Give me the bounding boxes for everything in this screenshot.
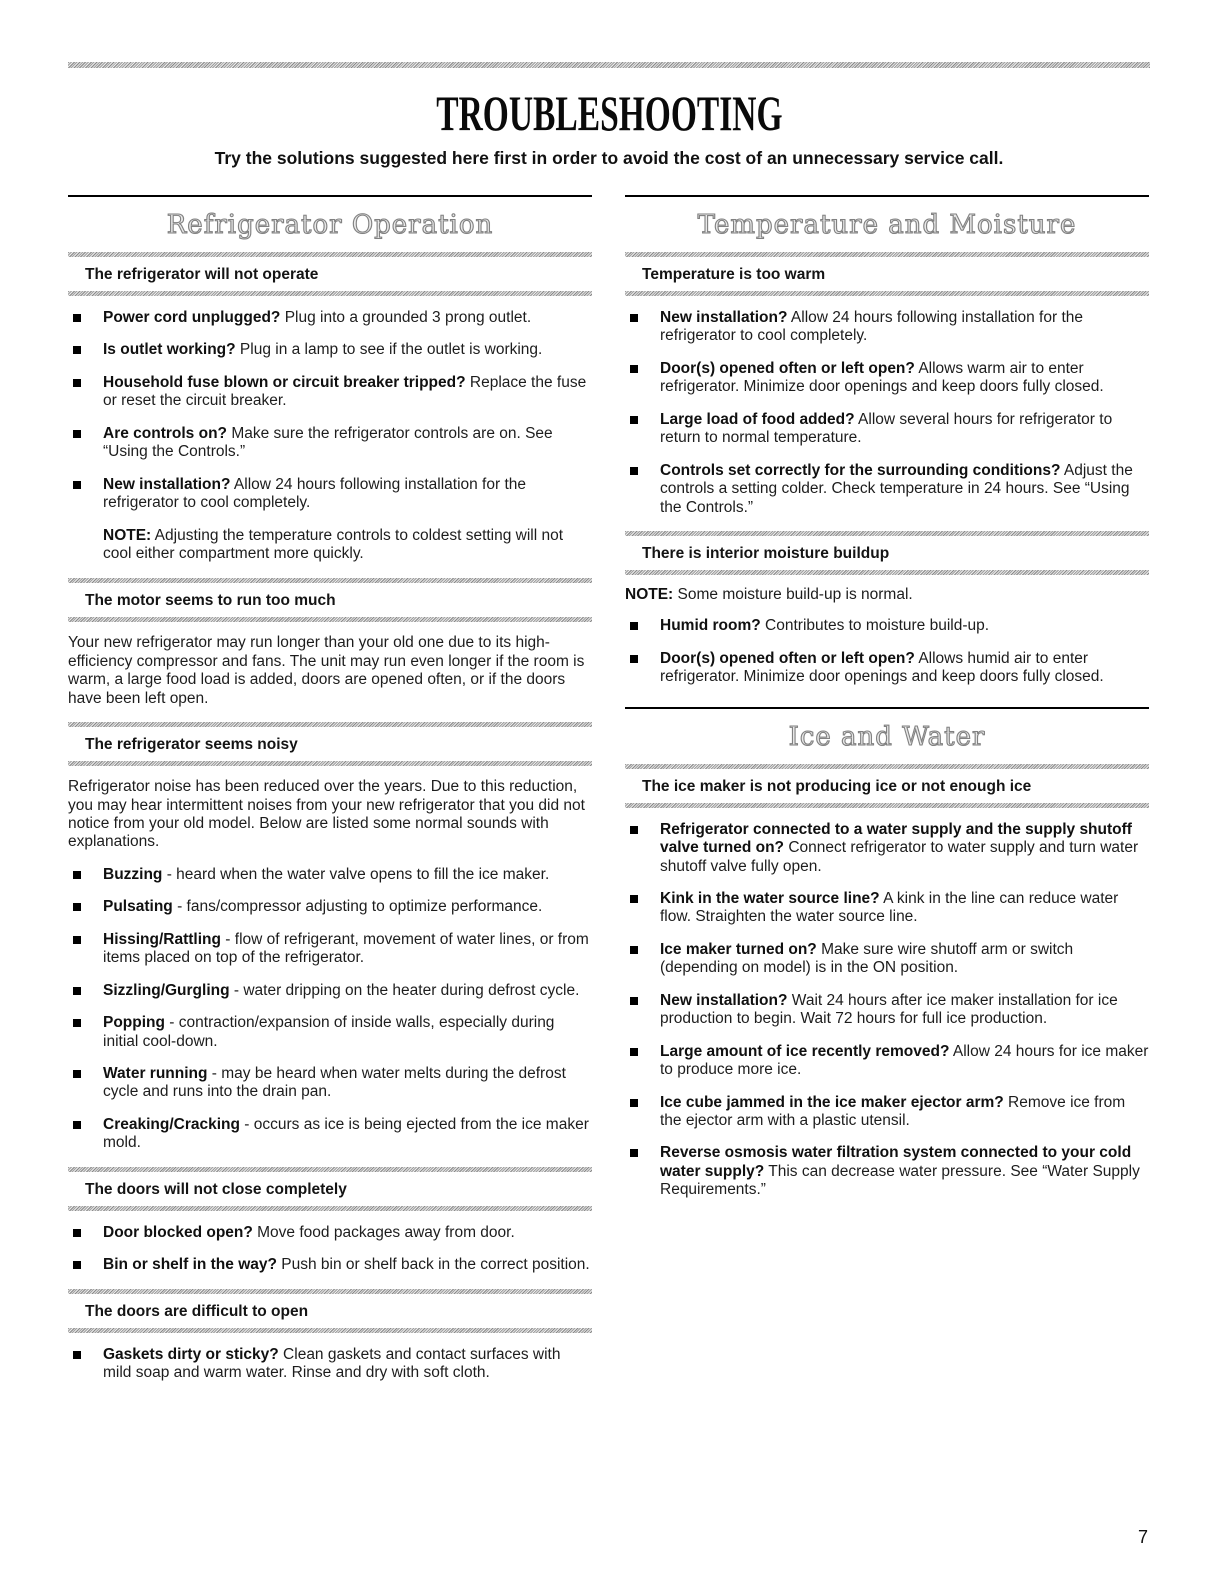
divider: [625, 803, 1149, 808]
page-content: [68, 62, 1150, 1396]
section-head: [68, 1289, 592, 1333]
bullet-text: Reverse osmosis water filtration system connected to your cold water supply? This can decrease water pressure. See “Water Supply Requirements.”: [660, 1144, 1140, 1199]
bullet-text: Refrigerator connected to a water supply and the supply shutoff valve turned on? Connect refrigerator to water supply and turn water shutoff valve fully open.: [660, 820, 1139, 875]
bullet-square-icon: [73, 481, 81, 489]
bullet-square-icon: [73, 1121, 81, 1129]
section-doors-will-not-close: [68, 1167, 592, 1275]
bullet-item: [68, 1116, 592, 1153]
bullet-square-icon: [630, 895, 638, 903]
bullet-item: [68, 1014, 592, 1051]
bullet-text: Is outlet working? Plug in a lamp to see if the outlet is working.: [103, 341, 543, 359]
divider: [68, 1206, 592, 1211]
note-label: NOTE:: [625, 585, 674, 603]
section-head: [68, 1167, 592, 1211]
bullet-item: [68, 898, 592, 916]
bullet-text: Large amount of ice recently removed? Allow 24 hours for ice maker to produce more ice.: [660, 1042, 1149, 1079]
bullet-text: Water running - may be heard when water melts during the defrost cycle and runs into the drain pan.: [103, 1064, 566, 1101]
bullet-text: New installation? Wait 24 hours after ice maker installation for ice production to begin. Wait 72 hours for full ice production.: [660, 991, 1118, 1028]
section-refrigerator-will-not-operate: [68, 252, 592, 563]
bullet-square-icon: [630, 467, 638, 475]
divider: [68, 195, 592, 197]
bullet-square-icon: [73, 1070, 81, 1078]
group-refrigerator-operation: [68, 195, 592, 1382]
section-refrigerator-seems-noisy: [68, 722, 592, 1153]
bullet-item: [68, 341, 592, 359]
bullet-list: [625, 821, 1149, 1200]
section-doors-difficult-to-open: [68, 1289, 592, 1383]
section-paragraph: Your new refrigerator may run longer than your old one due to its high-efficiency compressor and fans. The unit may run even longer if the room is warm, a large food load is added, doors are opened often, or if the doors have been left open.: [68, 634, 585, 707]
bullet-square-icon: [73, 1351, 81, 1359]
bullet-square-icon: [73, 379, 81, 387]
bullet-item: [625, 1094, 1149, 1131]
bullet-item: [68, 1065, 592, 1102]
section-title: The doors will not close completely: [85, 1180, 347, 1198]
bullet-item: [625, 462, 1149, 517]
bullet-item: [625, 650, 1149, 687]
bullet-square-icon: [73, 987, 81, 995]
bullet-item: [68, 476, 592, 513]
bullet-text: Hissing/Rattling - flow of refrigerant, movement of water lines, or from items placed on top of the refrigerator.: [103, 930, 589, 967]
page-number: 7: [1137, 1527, 1148, 1547]
section-head: [625, 531, 1149, 575]
bullet-item: [68, 374, 592, 411]
bullet-text: Pulsating - fans/compressor adjusting to optimize performance.: [103, 898, 543, 916]
divider: [625, 195, 1149, 197]
top-divider: [68, 62, 1150, 68]
section-title: The refrigerator will not operate: [85, 266, 319, 283]
bullet-text: Door(s) opened often or left open? Allows humid air to enter refrigerator. Minimize door openings and keep doors fully closed.: [660, 649, 1104, 686]
bullet-text: Gaskets dirty or sticky? Clean gaskets and contact surfaces with mild soap and warm water. Rinse and dry with soft cloth.: [103, 1345, 561, 1381]
section-title: The ice maker is not producing ice or not enough ice: [642, 777, 1032, 795]
bullet-item: [68, 1346, 592, 1383]
section-head: [625, 252, 1149, 296]
group-title: Temperature and Moisture: [697, 210, 1077, 240]
bullet-item: [625, 617, 1149, 635]
bullet-item: [68, 1224, 592, 1242]
bullet-item: [625, 360, 1149, 397]
bullet-text: Large load of food added? Allow several hours for refrigerator to return to normal temperature.: [660, 410, 1113, 447]
bullet-square-icon: [73, 936, 81, 944]
bullet-item: [625, 890, 1149, 927]
bullet-text: New installation? Allow 24 hours following installation for the refrigerator to cool completely.: [103, 475, 526, 512]
bullet-square-icon: [630, 997, 638, 1005]
bullet-item: [625, 1144, 1149, 1199]
bullet-text: Ice maker turned on? Make sure wire shutoff arm or switch (depending on model) is in the ON position.: [660, 940, 1074, 977]
section-temperature-too-warm: [625, 252, 1149, 517]
bullet-text: Humid room? Contributes to moisture build-up.: [660, 617, 990, 635]
note-text: Adjusting the temperature controls to coldest setting will not cool either compartment more quickly.: [103, 526, 564, 562]
bullet-text: Ice cube jammed in the ice maker ejector arm? Remove ice from the ejector arm with a plastic utensil.: [660, 1093, 1126, 1129]
bullet-text: New installation? Allow 24 hours following installation for the refrigerator to cool completely.: [660, 309, 1083, 345]
group-title: Refrigerator Operation: [166, 210, 494, 240]
bullet-square-icon: [630, 365, 638, 373]
section-motor-runs-too-much: [68, 578, 592, 708]
bullet-text: Power cord unplugged? Plug into a grounded 3 prong outlet.: [103, 309, 532, 326]
bullet-text: Kink in the water source line? A kink in the line can reduce water flow. Straighten the water source line.: [660, 890, 1119, 926]
column-right: [625, 195, 1149, 1214]
section-head: [68, 722, 592, 766]
bullet-square-icon: [630, 622, 638, 630]
bullet-square-icon: [630, 1048, 638, 1056]
section-head: [68, 578, 592, 622]
divider: [625, 291, 1149, 296]
divider: [68, 1328, 592, 1333]
bullet-square-icon: [73, 1019, 81, 1027]
bullet-item: [625, 821, 1149, 876]
column-left: [68, 195, 592, 1396]
bullet-text: Door blocked open? Move food packages away from door.: [103, 1223, 515, 1241]
bullet-item: [68, 982, 592, 1000]
bullet-text: Popping - contraction/expansion of inside walls, especially during initial cool-down.: [103, 1014, 555, 1050]
section-title: Temperature is too warm: [642, 266, 826, 283]
bullet-text: Household fuse blown or circuit breaker tripped? Replace the fuse or reset the circuit breaker.: [103, 373, 587, 410]
bullet-square-icon: [630, 655, 638, 663]
bullet-text: Bin or shelf in the way? Push bin or shelf back in the correct position.: [103, 1256, 590, 1274]
bullet-item: [68, 1256, 592, 1274]
divider: [68, 761, 592, 766]
note-text: Some moisture build-up is normal.: [673, 585, 913, 603]
bullet-item: [68, 866, 592, 884]
bullet-item: [68, 425, 592, 462]
bullet-text: Controls set correctly for the surrounding conditions? Adjust the controls a setting colder. Check temperature in 24 hours. See “Using the Controls.”: [660, 461, 1133, 516]
group-title: Ice and Water: [788, 721, 986, 752]
bullet-square-icon: [630, 314, 638, 322]
page-subtitle: Try the solutions suggested here first in order to avoid the cost of an unnecessary service call.: [214, 148, 1004, 168]
bullet-square-icon: [73, 430, 81, 438]
group-temperature-and-moisture: [625, 195, 1149, 687]
bullet-square-icon: [630, 416, 638, 424]
bullet-item: [625, 992, 1149, 1029]
bullet-square-icon: [630, 946, 638, 954]
bullet-text: Buzzing - heard when the water valve opens to fill the ice maker.: [103, 865, 550, 883]
two-column-layout: [68, 195, 1150, 1396]
bullet-list: [625, 309, 1149, 517]
section-title: There is interior moisture buildup: [642, 544, 890, 562]
bullet-square-icon: [73, 346, 81, 354]
bullet-list: [625, 617, 1149, 686]
group-ice-and-water: [625, 707, 1149, 1200]
page-header: [68, 82, 1150, 169]
divider: [625, 707, 1149, 709]
bullet-square-icon: [630, 1099, 638, 1107]
bullet-item: [68, 931, 592, 968]
bullet-list: [68, 1346, 592, 1383]
bullet-list: [68, 1224, 592, 1275]
bullet-square-icon: [73, 1261, 81, 1269]
bullet-item: [68, 309, 592, 327]
bullet-square-icon: [73, 1229, 81, 1237]
page-title: TROUBLESHOOTING: [435, 85, 783, 141]
note-label: NOTE:: [103, 526, 152, 544]
divider: [625, 570, 1149, 575]
bullet-item: [625, 941, 1149, 978]
bullet-square-icon: [73, 903, 81, 911]
bullet-list: [68, 866, 592, 1153]
bullet-item: [625, 309, 1149, 346]
bullet-square-icon: [630, 1149, 638, 1157]
note: [103, 527, 592, 564]
note: [625, 586, 1149, 604]
section-head: [68, 252, 592, 296]
divider: [68, 291, 592, 296]
section-interior-moisture-buildup: [625, 531, 1149, 687]
section-head: [625, 764, 1149, 808]
section-title: The refrigerator seems noisy: [85, 736, 298, 754]
section-ice-maker-not-producing: [625, 764, 1149, 1200]
bullet-text: Creaking/Cracking - occurs as ice is being ejected from the ice maker mold.: [103, 1115, 589, 1152]
bullet-list: [68, 309, 592, 513]
bullet-square-icon: [630, 826, 638, 834]
divider: [68, 617, 592, 622]
section-paragraph: Refrigerator noise has been reduced over the years. Due to this reduction, you may hear intermittent noises from your new refrigerator that you did not notice from your old model. Below are listed some normal sounds with explanations.: [68, 778, 585, 851]
bullet-square-icon: [73, 314, 81, 322]
bullet-square-icon: [73, 871, 81, 879]
section-title: The doors are difficult to open: [85, 1302, 309, 1320]
section-title: The motor seems to run too much: [85, 592, 336, 610]
bullet-text: Sizzling/Gurgling - water dripping on the heater during defrost cycle.: [103, 981, 580, 999]
bullet-text: Are controls on? Make sure the refrigerator controls are on. See “Using the Controls.”: [103, 424, 553, 461]
bullet-item: [625, 1043, 1149, 1080]
bullet-item: [625, 411, 1149, 448]
bullet-text: Door(s) opened often or left open? Allows warm air to enter refrigerator. Minimize door openings and keep doors fully closed.: [660, 359, 1104, 396]
